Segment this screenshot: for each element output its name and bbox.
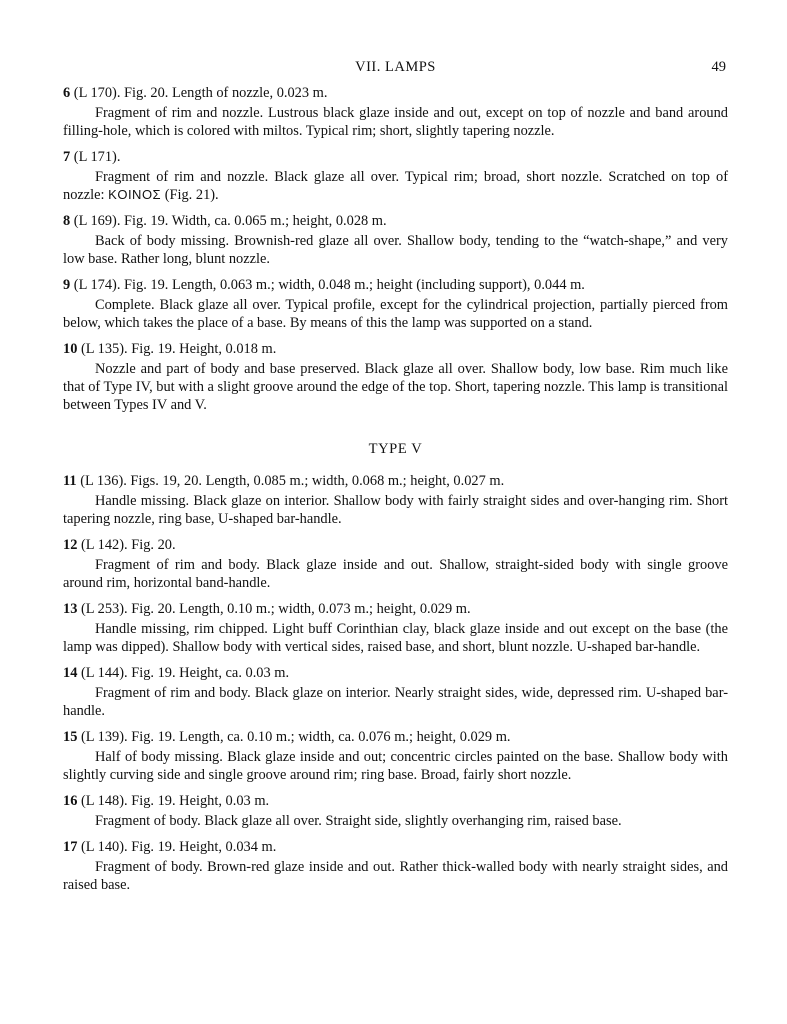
entry-heading [63, 340, 728, 358]
entry-number: 7 [63, 149, 71, 165]
entry-heading-text: (L 170). Fig. 20. Length of nozzle, 0.023 m. [70, 85, 328, 101]
entry-description: Nozzle and part of body and base preserved. Black glaze all over. Shallow body, low base. Rim much like that of Type IV, but with a slight groove around the edge of the top. Short, tapering nozzle. This lamp is transitional between Types IV and V. [63, 361, 728, 413]
entry-description: Handle missing, rim chipped. Light buff Corinthian clay, black glaze inside and out except on the base (the lamp was dipped). Shallow body with vertical sides, raised base, and short, blunt nozzle. U-shaped bar-handle. [63, 621, 728, 655]
entry-description: Back of body missing. Brownish-red glaze all over. Shallow body, tending to the “watch-shape,” and very low base. Rather long, blunt nozzle. [63, 233, 728, 267]
entry-heading [63, 838, 728, 856]
entry-number: 14 [63, 665, 78, 681]
inscription: KOINOΣ [108, 187, 162, 202]
catalogue-entry-17 [63, 838, 728, 894]
entry-number: 8 [63, 213, 71, 229]
entry-description: Fragment of rim and body. Black glaze on interior. Nearly straight sides, wide, depressed rim. U-shaped bar-handle. [63, 685, 728, 719]
catalogue-entry-7 [63, 148, 728, 204]
entry-number: 17 [63, 839, 78, 855]
catalogue-entry-13 [63, 600, 728, 656]
section-heading: TYPE V [368, 441, 423, 457]
entry-description: Complete. Black glaze all over. Typical profile, except for the cylindrical projection, partially pierced from below, which takes the place of a base. By means of this the lamp was supported on a stand. [63, 297, 728, 331]
entry-heading-text: (L 144). Fig. 19. Height, ca. 0.03 m. [77, 665, 290, 681]
entry-heading-text: (L 253). Fig. 20. Length, 0.10 m.; width, 0.073 m.; height, 0.029 m. [77, 601, 471, 617]
running-title: VII. LAMPS [355, 59, 436, 75]
entry-number: 16 [63, 793, 78, 809]
entry-description: Fragment of body. Black glaze all over. Straight side, slightly overhanging rim, raised base. [95, 813, 622, 829]
entry-heading [63, 664, 728, 682]
catalogue-entry-11 [63, 472, 728, 528]
entry-heading-text: (L 171). [70, 149, 121, 165]
entry-number: 10 [63, 341, 78, 357]
catalogue-entry-16 [63, 792, 728, 830]
entry-heading [63, 728, 728, 746]
entry-description [63, 168, 728, 204]
entry-heading [63, 792, 728, 810]
entry-number: 13 [63, 601, 78, 617]
entry-heading [63, 212, 728, 230]
entry-description: Fragment of rim and nozzle. Lustrous black glaze inside and out, except on top of nozzle and band around filling-hole, which is colored with miltos. Typical rim; short, slightly tapering nozzle. [63, 105, 728, 139]
entry-number: 11 [63, 473, 77, 489]
entry-description: Fragment of body. Brown-red glaze inside and out. Rather thick-walled body with nearly straight sides, and raised base. [63, 859, 728, 893]
catalogue-entry-12 [63, 536, 728, 592]
entry-description: Half of body missing. Black glaze inside and out; concentric circles painted on the base. Shallow body with slightly curving side and single groove around rim; ring base. Broad, fairly short nozzle. [63, 749, 728, 783]
entry-heading [63, 536, 728, 554]
entry-description-text: Fragment of rim and nozzle. Black glaze all over. Typical rim; broad, short nozzle. Scratched on top of nozzle: [63, 169, 728, 203]
catalogue-entry-14 [63, 664, 728, 720]
entry-number: 12 [63, 537, 78, 553]
entry-heading [63, 276, 728, 294]
page [63, 58, 728, 902]
entry-heading-text: (L 139). Fig. 19. Length, ca. 0.10 m.; width, ca. 0.076 m.; height, 0.029 m. [77, 729, 511, 745]
entry-heading-text: (L 169). Fig. 19. Width, ca. 0.065 m.; height, 0.028 m. [70, 213, 387, 229]
entry-heading [63, 84, 728, 102]
page-number: 49 [711, 59, 726, 75]
catalogue-entry-6 [63, 84, 728, 140]
entry-heading-text: (L 174). Fig. 19. Length, 0.063 m.; width, 0.048 m.; height (including support), 0.044 m. [70, 277, 585, 293]
entry-number: 9 [63, 277, 71, 293]
catalogue-entry-8 [63, 212, 728, 268]
entry-heading-text: (L 140). Fig. 19. Height, 0.034 m. [77, 839, 277, 855]
entry-number: 6 [63, 85, 71, 101]
entry-description: Fragment of rim and body. Black glaze inside and out. Shallow, straight-sided body with single groove around rim, horizontal band-handle. [63, 557, 728, 591]
entry-description: Handle missing. Black glaze on interior. Shallow body with fairly straight sides and over-hanging rim. Short tapering nozzle, ring base, U-shaped bar-handle. [63, 493, 728, 527]
entry-heading-text: (L 148). Fig. 19. Height, 0.03 m. [77, 793, 270, 809]
entry-heading-text: (L 142). Fig. 20. [77, 537, 176, 553]
running-head [63, 58, 728, 84]
entry-heading-text: (L 136). Figs. 19, 20. Length, 0.085 m.; width, 0.068 m.; height, 0.027 m. [76, 473, 505, 489]
entry-number: 15 [63, 729, 78, 745]
entry-description-text: (Fig. 21). [161, 187, 219, 203]
entry-heading [63, 600, 728, 618]
catalogue-entry-15 [63, 728, 728, 784]
catalogue-entry-10 [63, 340, 728, 414]
entry-heading [63, 148, 728, 166]
catalogue-entry-9 [63, 276, 728, 332]
entry-heading-text: (L 135). Fig. 19. Height, 0.018 m. [77, 341, 277, 357]
entry-heading [63, 472, 728, 490]
